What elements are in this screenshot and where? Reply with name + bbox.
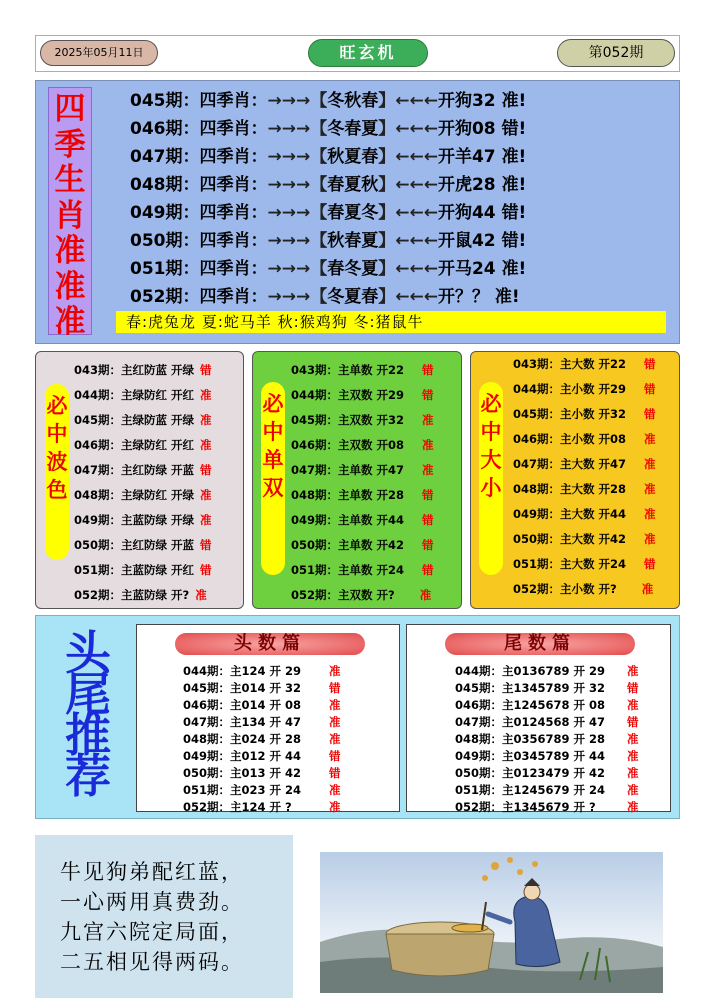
season-row <box>130 255 526 283</box>
item-status: 错 <box>329 749 341 763</box>
title-char: 必 <box>480 392 502 416</box>
season-row <box>130 199 526 227</box>
item-text: 046期：主1245678 开 08 <box>455 698 606 712</box>
item-text: 046期：主双数 开08 <box>291 438 405 452</box>
row-period: 052期： <box>130 287 200 307</box>
item-status: 准 <box>200 388 212 402</box>
wave-color-panel <box>35 351 244 609</box>
row-label: 四季肖： <box>199 287 268 307</box>
list-item <box>513 477 656 502</box>
item-status: 准 <box>422 463 434 477</box>
item-status: 准 <box>422 438 434 452</box>
row-period: 050期： <box>130 231 200 251</box>
list-item <box>183 731 341 748</box>
arrow-left: →→→【 <box>267 147 328 167</box>
tail-number-box <box>406 624 671 812</box>
item-text: 050期：主大数 开42 <box>513 532 627 546</box>
head-tail-section <box>35 615 680 819</box>
item-status: 错 <box>422 363 434 377</box>
title-char: 准 <box>54 304 86 340</box>
item-text: 051期：主1245679 开 24 <box>455 783 606 797</box>
item-text: 049期：主012 开 44 <box>183 749 302 763</box>
arrow-left: →→→【 <box>267 91 328 111</box>
list-item <box>291 583 434 608</box>
row-pick: 春夏秋 <box>327 175 379 195</box>
row-result: 开马24 <box>437 259 496 279</box>
list-item <box>74 558 212 583</box>
tail-number-list <box>455 663 639 816</box>
title-char: 荐 <box>65 749 111 803</box>
poem-lines <box>60 857 244 977</box>
item-text: 052期：主124 开 ? <box>183 800 292 814</box>
row-status: 准! <box>501 91 527 111</box>
item-status: 错 <box>644 357 656 371</box>
item-status: 错 <box>422 563 434 577</box>
list-item <box>183 714 341 731</box>
title-char: 小 <box>480 476 502 500</box>
list-item <box>74 508 212 533</box>
big-small-panel <box>470 351 680 609</box>
list-item <box>455 748 639 765</box>
item-text: 047期：主单数 开47 <box>291 463 405 477</box>
head-number-banner: 头数篇 <box>175 633 365 655</box>
list-item <box>455 680 639 697</box>
item-status: 准 <box>627 664 639 678</box>
arrow-right: 】←←← <box>378 203 438 223</box>
arrow-left: →→→【 <box>267 119 328 139</box>
head-number-list <box>183 663 341 816</box>
item-status: 准 <box>644 432 656 446</box>
row-label: 四季肖： <box>199 147 268 167</box>
title-char: 推 <box>65 708 111 762</box>
item-status: 准 <box>195 588 207 602</box>
list-item <box>291 458 434 483</box>
list-item <box>513 502 656 527</box>
item-text: 047期：主红防绿 开蓝 <box>74 463 195 477</box>
list-item <box>183 748 341 765</box>
item-text: 045期：主双数 开32 <box>291 413 405 427</box>
item-text: 048期：主024 开 28 <box>183 732 302 746</box>
arrow-right: 】←←← <box>378 259 438 279</box>
title-char: 大 <box>480 448 502 472</box>
title-char: 尾 <box>65 667 111 721</box>
list-item <box>455 799 639 816</box>
arrow-left: →→→【 <box>267 287 328 307</box>
list-item <box>291 408 434 433</box>
item-text: 051期：主大数 开24 <box>513 557 627 571</box>
item-text: 049期：主0345789 开 44 <box>455 749 606 763</box>
title-char: 波 <box>46 450 68 474</box>
item-text: 051期：主蓝防绿 开红 <box>74 563 195 577</box>
item-text: 048期：主0356789 开 28 <box>455 732 606 746</box>
item-status: 错 <box>329 766 341 780</box>
item-text: 052期：主小数 开? <box>513 582 617 596</box>
item-status: 准 <box>419 588 432 602</box>
row-label: 四季肖： <box>199 231 268 251</box>
arrow-right: 】←←← <box>378 119 438 139</box>
date-badge: 2025年05月11日 <box>40 40 158 66</box>
item-text: 049期：主大数 开44 <box>513 507 627 521</box>
item-status: 准 <box>329 698 341 712</box>
item-text: 047期：主大数 开47 <box>513 457 627 471</box>
title-char: 单 <box>262 448 284 472</box>
arrow-left: →→→【 <box>267 203 328 223</box>
list-item <box>513 402 656 427</box>
item-text: 052期：主蓝防绿 开? <box>74 588 190 602</box>
item-status: 错 <box>200 538 212 552</box>
row-result: 开狗44 <box>437 203 496 223</box>
row-label: 四季肖： <box>199 203 268 223</box>
list-item <box>513 577 656 602</box>
item-text: 044期：主0136789 开 29 <box>455 664 606 678</box>
list-item <box>291 533 434 558</box>
item-status: 准 <box>644 532 656 546</box>
row-result: 开？？ <box>437 287 489 307</box>
poem-box <box>35 835 293 998</box>
row-period: 051期： <box>130 259 200 279</box>
item-status: 错 <box>627 681 639 695</box>
season-row <box>130 171 526 199</box>
head-number-box <box>136 624 400 812</box>
title-char: 中 <box>262 420 284 444</box>
row-period: 047期： <box>130 147 200 167</box>
row-pick: 冬夏春 <box>327 287 379 307</box>
title-char: 四 <box>54 91 86 127</box>
row-pick: 秋春夏 <box>327 231 379 251</box>
list-item <box>183 680 341 697</box>
list-item <box>183 799 341 816</box>
list-item <box>74 433 212 458</box>
row-pick: 春冬夏 <box>327 259 379 279</box>
row-result: 开狗08 <box>437 119 496 139</box>
list-item <box>183 663 341 680</box>
item-status: 准 <box>329 715 341 729</box>
title-char: 生 <box>54 162 86 198</box>
item-text: 050期：主单数 开42 <box>291 538 405 552</box>
item-text: 048期：主大数 开28 <box>513 482 627 496</box>
item-text: 047期：主0124568 开 47 <box>455 715 606 729</box>
title-char: 准 <box>54 233 86 269</box>
season-row <box>130 143 526 171</box>
title-char: 季 <box>54 126 86 163</box>
list-item <box>183 697 341 714</box>
item-text: 046期：主小数 开08 <box>513 432 627 446</box>
arrow-right: 】←←← <box>378 231 438 251</box>
poem-line: 二五相见得两码。 <box>60 950 244 974</box>
list-item <box>291 358 434 383</box>
wave-color-title <box>45 384 69 560</box>
row-period: 048期： <box>130 175 200 195</box>
item-status: 错 <box>644 382 656 396</box>
item-text: 043期：主大数 开22 <box>513 357 627 371</box>
item-text: 043期：主单数 开22 <box>291 363 405 377</box>
item-text: 043期：主红防蓝 开绿 <box>74 363 195 377</box>
item-text: 052期：主双数 开? <box>291 588 395 602</box>
arrow-left: →→→【 <box>267 175 328 195</box>
item-status: 准 <box>644 457 656 471</box>
title-char: 中 <box>480 420 502 444</box>
row-status: 准! <box>501 175 527 195</box>
odd-even-panel <box>252 351 462 609</box>
item-text: 049期：主蓝防绿 开绿 <box>74 513 195 527</box>
item-status: 准 <box>200 488 212 502</box>
title-char: 肖 <box>54 197 86 234</box>
season-row <box>130 87 526 115</box>
list-item <box>74 483 212 508</box>
list-item <box>74 358 212 383</box>
row-result: 开羊47 <box>437 147 496 167</box>
row-status: 错! <box>501 231 527 251</box>
row-pick: 秋夏春 <box>327 147 379 167</box>
issue-badge: 第052期 <box>557 39 675 67</box>
arrow-right: 】←←← <box>378 91 438 111</box>
item-status: 准 <box>644 507 656 521</box>
item-text: 046期：主014 开 08 <box>183 698 302 712</box>
list-item <box>74 458 212 483</box>
list-item <box>513 527 656 552</box>
poem-line: 九宫六院定局面， <box>60 920 244 944</box>
item-status: 准 <box>627 698 639 712</box>
list-item <box>74 383 212 408</box>
title-char: 头 <box>65 626 111 680</box>
list-item <box>513 352 656 377</box>
item-status: 准 <box>200 513 212 527</box>
item-text: 049期：主单数 开44 <box>291 513 405 527</box>
row-status: 错! <box>501 119 527 139</box>
item-text: 044期：主双数 开29 <box>291 388 405 402</box>
item-status: 准 <box>641 582 654 596</box>
item-status: 准 <box>329 800 341 814</box>
item-status: 准 <box>627 766 639 780</box>
title-char: 必 <box>46 394 68 418</box>
item-status: 准 <box>627 732 639 746</box>
row-pick: 冬秋春 <box>327 91 379 111</box>
list-item <box>291 508 434 533</box>
head-tail-title <box>48 626 128 803</box>
list-item <box>513 452 656 477</box>
row-result: 开鼠42 <box>437 231 496 251</box>
list-item <box>74 583 212 608</box>
item-text: 044期：主124 开 29 <box>183 664 302 678</box>
item-status: 错 <box>422 513 434 527</box>
item-status: 错 <box>200 463 212 477</box>
row-label: 四季肖： <box>199 91 268 111</box>
item-status: 错 <box>627 715 639 729</box>
row-label: 四季肖： <box>199 175 268 195</box>
wave-color-list <box>74 358 212 608</box>
item-status: 错 <box>200 363 212 377</box>
item-status: 准 <box>329 664 341 678</box>
list-item <box>513 427 656 452</box>
item-status: 错 <box>200 563 212 577</box>
list-item <box>513 377 656 402</box>
season-row <box>130 227 526 255</box>
list-item <box>455 782 639 799</box>
list-item <box>455 697 639 714</box>
item-status: 准 <box>627 749 639 763</box>
item-text: 048期：主绿防红 开绿 <box>74 488 195 502</box>
row-period: 049期： <box>130 203 200 223</box>
item-text: 047期：主134 开 47 <box>183 715 302 729</box>
item-status: 准 <box>200 438 212 452</box>
item-text: 046期：主绿防红 开红 <box>74 438 195 452</box>
item-status: 准 <box>644 482 656 496</box>
row-period: 045期： <box>130 91 200 111</box>
row-status: 错! <box>501 203 527 223</box>
list-item <box>183 765 341 782</box>
row-result: 开狗32 <box>437 91 496 111</box>
item-text: 050期：主红防绿 开蓝 <box>74 538 195 552</box>
list-item <box>291 383 434 408</box>
item-status: 准 <box>329 732 341 746</box>
four-seasons-section <box>35 80 680 344</box>
list-item <box>291 558 434 583</box>
season-legend: 春:虎兔龙 夏:蛇马羊 秋:猴鸡狗 冬:猪鼠牛 <box>116 311 666 333</box>
four-seasons-title <box>48 87 92 340</box>
arrow-right: 】←←← <box>378 287 438 307</box>
row-pick: 春夏冬 <box>327 203 379 223</box>
odd-even-list <box>291 358 434 608</box>
title-char: 中 <box>46 422 68 446</box>
item-text: 045期：主小数 开32 <box>513 407 627 421</box>
poem-line: 牛见狗弟配红蓝， <box>60 860 244 884</box>
item-status: 错 <box>422 538 434 552</box>
title-char: 必 <box>262 392 284 416</box>
item-text: 045期：主014 开 32 <box>183 681 302 695</box>
title-char: 准 <box>54 268 86 305</box>
item-text: 050期：主013 开 42 <box>183 766 302 780</box>
odd-even-title <box>261 382 285 575</box>
row-label: 四季肖： <box>199 259 268 279</box>
season-row <box>130 115 526 143</box>
item-status: 错 <box>422 488 434 502</box>
item-status: 错 <box>329 681 341 695</box>
list-item <box>455 731 639 748</box>
item-status: 准 <box>627 800 639 814</box>
item-status: 错 <box>644 557 656 571</box>
arrow-left: →→→【 <box>267 231 328 251</box>
list-item <box>291 433 434 458</box>
list-item <box>74 533 212 558</box>
item-status: 准 <box>329 783 341 797</box>
sage-scene-illustration <box>320 852 663 993</box>
list-item <box>74 408 212 433</box>
item-text: 052期：主1345679 开 ? <box>455 800 596 814</box>
item-text: 044期：主小数 开29 <box>513 382 627 396</box>
item-status: 错 <box>422 388 434 402</box>
season-row <box>130 283 520 311</box>
arrow-right: 】←←← <box>378 147 438 167</box>
poem-line: 一心两用真费劲。 <box>60 890 244 914</box>
item-text: 051期：主023 开 24 <box>183 783 302 797</box>
list-item <box>455 714 639 731</box>
list-item <box>455 765 639 782</box>
row-pick: 冬春夏 <box>327 119 379 139</box>
item-text: 050期：主0123479 开 42 <box>455 766 606 780</box>
row-status: 准! <box>494 287 520 307</box>
item-text: 051期：主单数 开24 <box>291 563 405 577</box>
item-text: 045期：主1345789 开 32 <box>455 681 606 695</box>
tail-number-banner: 尾数篇 <box>445 633 635 655</box>
row-label: 四季肖： <box>199 119 268 139</box>
row-status: 准! <box>501 147 527 167</box>
item-text: 048期：主单数 开28 <box>291 488 405 502</box>
item-text: 045期：主绿防蓝 开绿 <box>74 413 195 427</box>
list-item <box>291 483 434 508</box>
big-small-title <box>479 382 503 575</box>
item-text: 044期：主绿防红 开红 <box>74 388 195 402</box>
row-status: 准! <box>501 259 527 279</box>
list-item <box>513 552 656 577</box>
arrow-left: →→→【 <box>267 259 328 279</box>
list-item <box>455 663 639 680</box>
item-status: 错 <box>644 407 656 421</box>
list-item <box>183 782 341 799</box>
item-status: 准 <box>200 413 212 427</box>
row-period: 046期： <box>130 119 200 139</box>
big-small-list <box>513 352 656 602</box>
brand-badge: 旺玄机 <box>308 39 428 67</box>
title-char: 双 <box>262 476 284 500</box>
title-char: 色 <box>46 478 68 502</box>
header-bar <box>35 35 680 72</box>
item-status: 准 <box>422 413 434 427</box>
arrow-right: 】←←← <box>378 175 438 195</box>
row-result: 开虎28 <box>437 175 496 195</box>
item-status: 准 <box>627 783 639 797</box>
